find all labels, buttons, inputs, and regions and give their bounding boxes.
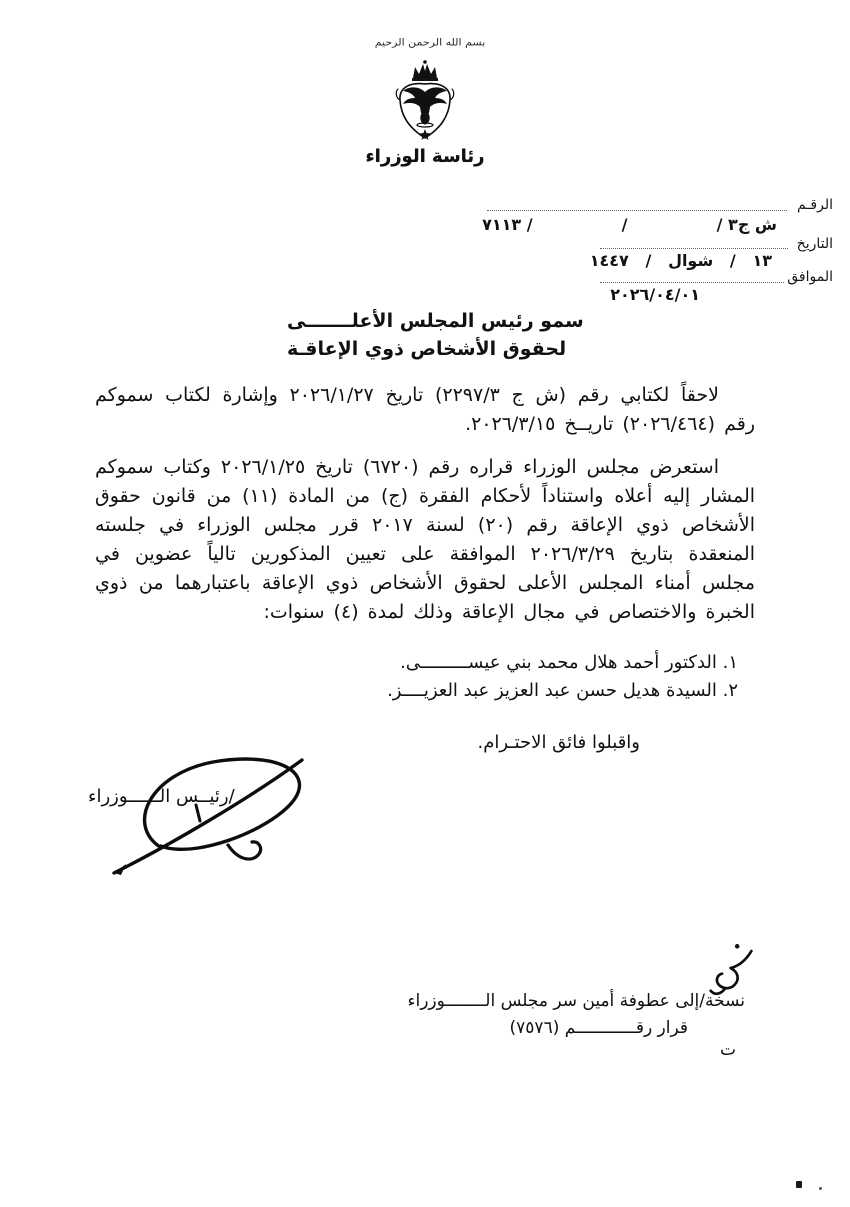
- tiny-scan-marks-icon: [819, 1187, 822, 1190]
- appointee-item-2: ٢. السيدة هديل حسن عبد العزيز عبد العزيــــز.: [387, 680, 738, 701]
- body-paragraph-2: استعرض مجلس الوزراء قراره رقم (٦٧٢٠) تاريخ ٢٠٢٦/١/٢٥ وكتاب سموكم المشار إليه أعلاه واستناداً لأحكام الفقرة (ج) من المادة (١١) من قانون حقوق الأشخاص ذوي الإعاقة رقم (٢٠) لسنة ٢٠١٧ قرر مجلس الوزراء في جلسته المنعقدة بتاريخ ٢٠٢٦/٣/٢٩ الموافقة على تعيين المذكورين تالياً عضوين في مجلس أمناء المجلس الأعلى لحقوق الأشخاص ذوي الإعاقة باعتبارهما من ذوي الخبرة والاختصاص في مجال الإعاقة وذلك لمدة (٤) سنوات:: [95, 456, 756, 623]
- ref-date-label: التاريخ: [796, 236, 833, 252]
- footer-letter: ت: [720, 1040, 737, 1060]
- handwritten-signature-icon: [98, 750, 318, 884]
- org-name: رئاسة الوزراء: [365, 146, 485, 167]
- dotted-line: [487, 209, 787, 211]
- body-paragraph-1: لاحقاً لكتابي رقم (ش ج ٢٢٩٧/٣) تاريخ ٢٠٢٦/١/٢٧ وإشارة لكتاب سموكم رقم (٢٠٢٦/٤٦٤) تاريــخ ٢٠٢٦/٣/١٥.: [95, 384, 755, 435]
- bismillah-calligraphy: بسم الله الرحمن الرحيم: [374, 36, 486, 49]
- decision-number-line: قرار رقــــــــــــم (٧٥٧٦): [509, 1018, 688, 1038]
- jordan-coat-of-arms-icon: [389, 58, 461, 150]
- tiny-scan-marks-icon: [796, 1181, 802, 1188]
- dotted-line: [600, 247, 788, 249]
- addressee-line-1: سمو رئيس المجلس الأعلـــــــى: [287, 310, 584, 332]
- ref-number-value: ش ج٣ / / / ٧١١٣: [482, 215, 777, 234]
- addressee-line-2: لحقوق الأشخاص ذوي الإعاقـة: [287, 338, 567, 360]
- signer-title: /رئيــس الــــــوزراء: [88, 786, 235, 807]
- copy-distribution-line: نسخة/إلى عطوفة أمين سر مجلس الــــــــوزراء: [407, 991, 745, 1011]
- appointee-item-1: ١. الدكتور أحمد هلال محمد بني عيســـــــــى.: [400, 652, 738, 673]
- closing-salutation: واقبلوا فائق الاحتـرام.: [477, 732, 640, 753]
- ref-gregorian-date-value: ٢٠٢٦/٠٤/٠١: [610, 285, 700, 304]
- ref-hijri-date-value: ١٣ / شوال / ١٤٤٧: [589, 251, 772, 270]
- ref-number-label: الرقـم: [797, 197, 833, 213]
- ref-corresponding-label: الموافق: [787, 269, 833, 285]
- dotted-line: [600, 281, 784, 283]
